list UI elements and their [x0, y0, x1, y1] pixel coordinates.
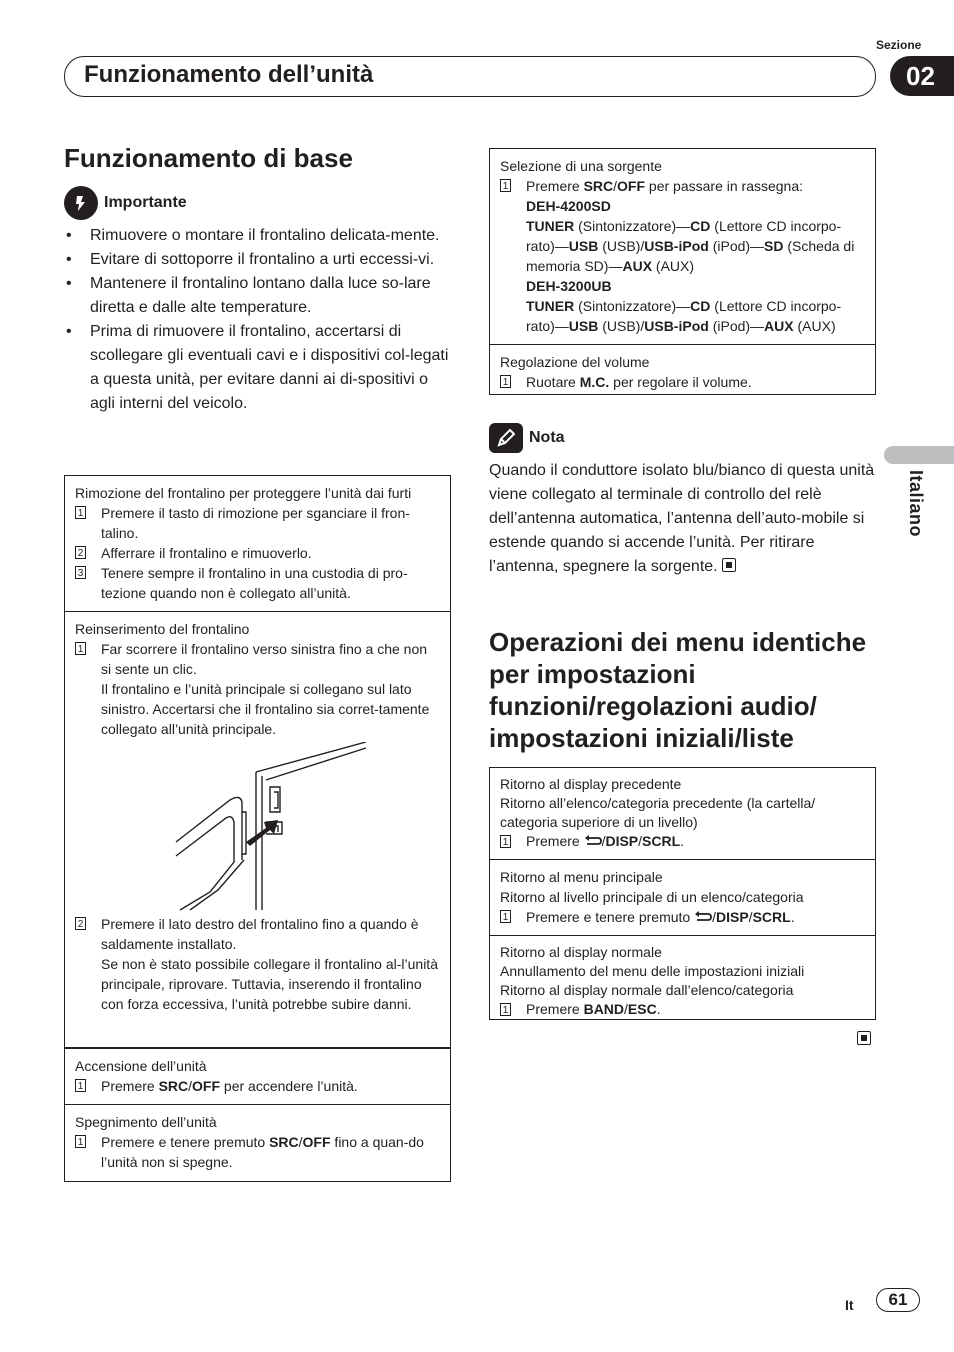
source-volume-box — [489, 148, 876, 395]
src-desc: (Scheda di memoria SD)— — [526, 238, 855, 274]
key-label: DISP — [605, 833, 639, 849]
step-number: 2 — [75, 917, 86, 930]
step — [500, 176, 865, 196]
key-label: OFF — [302, 1134, 331, 1150]
step-text: per passare in rassegna: — [645, 178, 804, 194]
step-text: Premere — [526, 833, 584, 849]
key-separator: / — [638, 833, 643, 849]
model-label: DEH-4200SD — [526, 198, 611, 214]
norm-desc: Ritorno al display normale dall’elenco/categoria — [500, 982, 794, 998]
step-text: per regolare il volume. — [609, 374, 752, 390]
language-label: Italiano — [906, 470, 926, 538]
important-list — [64, 224, 454, 416]
src-desc: (AUX) — [652, 258, 695, 274]
faceplate-illustration — [170, 742, 370, 914]
src-key: SD — [764, 238, 784, 254]
power-off-title: Spegnimento dell’unità — [75, 1114, 217, 1130]
volume-cell — [490, 344, 875, 400]
src-key: USB — [568, 238, 599, 254]
step-number: 1 — [75, 642, 86, 655]
step-number: 3 — [75, 566, 86, 579]
back-icon — [584, 834, 602, 846]
step-text: Premere il tasto di rimozione per sganciare il fron-talino. — [101, 505, 410, 541]
key-separator: / — [298, 1134, 303, 1150]
header-title: Funzionamento dell’unità — [84, 61, 374, 88]
step-note: Se non è stato possibile collegare il frontalino al-l’unità principale, riprovare. Tuttavia, inserendo il frontalino con forza eccessiva, l’unità potrebbe subire danni. — [101, 956, 438, 1012]
step-number: 1 — [500, 910, 511, 923]
main-desc: Ritorno al livello principale di un elenco/categoria — [500, 889, 804, 905]
list-item: • Rimuovere o montare il frontalino delicata-mente. — [64, 224, 454, 248]
key-separator: / — [613, 178, 618, 194]
reinsert-title: Reinserimento del frontalino — [75, 621, 250, 637]
source-cell — [490, 149, 875, 344]
step-note: Il frontalino e l’unità principale si collegano sul lato sinistro. Accertarsi che il frontalino sia corret-tamente collegato all’unità principale. — [101, 681, 430, 737]
src-key: AUX — [622, 258, 653, 274]
reinsert-cell — [65, 611, 450, 1047]
note-body: Quando il conduttore isolato blu/bianco di questa unità viene collegato al terminale di controllo del relè dell’antenna automatica, l’antenna dell’auto-mobile si estende quando si accende l’unità. Per ritirare l’antenna, spegnere la sorgente. — [489, 462, 875, 575]
source-list-4200 — [500, 216, 865, 276]
src-desc: (iPod)— — [708, 238, 765, 254]
src-key: CD — [690, 298, 711, 314]
key-label: OFF — [192, 1078, 221, 1094]
norm-title: Ritorno al display normale — [500, 944, 662, 960]
key-separator: / — [712, 909, 716, 925]
key-separator: / — [624, 1001, 628, 1017]
key-label: SRC — [583, 178, 614, 194]
step — [75, 1132, 440, 1172]
step — [75, 1076, 440, 1096]
step — [75, 639, 440, 679]
removal-title: Rimozione del frontalino per proteggere l’unità dai furti — [75, 485, 412, 501]
step — [500, 832, 865, 851]
key-label: BAND — [583, 1001, 625, 1017]
key-separator: / — [601, 833, 606, 849]
src-desc: (Sintonizzatore)— — [574, 298, 691, 314]
key-label: M.C. — [579, 374, 610, 390]
prev-desc: Ritorno all’elenco/categoria precedente (la cartella/ categoria superiore di un livello) — [500, 795, 816, 830]
key-label: SRC — [269, 1134, 299, 1150]
list-item: • Prima di rimuovere il frontalino, accertarsi di scollegare gli eventuali cavi e i dispositivi col-legati a questa unità, per evitare danni ai di-spositivi o agli interni del veicolo. — [64, 320, 454, 416]
step — [75, 914, 440, 954]
removal-cell — [65, 476, 450, 611]
src-desc: (USB)/ — [598, 318, 645, 334]
src-key: USB — [568, 318, 599, 334]
page-number: 61 — [876, 1288, 920, 1312]
step-text: Tenere sempre il frontalino in una custodia di pro-tezione quando non è collegato all’unità. — [101, 565, 408, 601]
procedure-box-left — [64, 475, 451, 1182]
step — [75, 503, 440, 543]
step-text: Far scorrere il frontalino verso sinistra fino a che non si sente un clic. — [101, 641, 428, 677]
step-text: . — [790, 909, 795, 925]
step — [500, 907, 865, 927]
step — [75, 543, 440, 563]
source-list-3200 — [500, 296, 865, 336]
step — [500, 1000, 865, 1019]
step-text: per accendere l’unità. — [220, 1078, 358, 1094]
key-label: SCRL — [642, 833, 681, 849]
src-desc: (USB)/ — [598, 238, 645, 254]
volume-title: Regolazione del volume — [500, 354, 650, 370]
language-tab — [884, 446, 954, 464]
prev-display-cell — [490, 768, 875, 859]
step-text: Premere — [101, 1078, 159, 1094]
src-key: TUNER — [526, 298, 575, 314]
step-number: 1 — [75, 1079, 86, 1092]
step — [75, 563, 440, 603]
power-on-title: Accensione dell’unità — [75, 1058, 207, 1074]
step-text: Afferrare il frontalino e rimuoverlo. — [101, 545, 312, 561]
pencil-icon — [489, 423, 523, 453]
section-label: Sezione — [876, 38, 922, 52]
step-text: Premere il lato destro del frontalino fino a quando è saldamente installato. — [101, 916, 419, 952]
src-desc: (Lettore CD incorpo-rato)— — [526, 298, 842, 334]
norm-desc: Annullamento del menu delle impostazioni iniziali — [500, 963, 805, 979]
important-label: Importante — [104, 194, 187, 211]
src-key: AUX — [764, 318, 794, 334]
footer-language-code: It — [845, 1297, 854, 1313]
model-name — [500, 196, 865, 216]
src-desc: (AUX) — [793, 318, 836, 334]
step — [500, 372, 865, 392]
section-heading-menu: Operazioni dei menu identiche per impostazioni funzioni/regolazioni audio/ impostazioni iniziali/liste — [489, 627, 867, 753]
power-on-cell — [65, 1047, 450, 1104]
step-number: 1 — [500, 835, 511, 848]
model-name — [500, 276, 865, 296]
menu-ops-box — [489, 767, 876, 1020]
list-item: • Mantenere il frontalino lontano dalla luce so-lare diretta e dalle alte temperature. — [64, 272, 454, 320]
key-label: SCRL — [752, 909, 791, 925]
main-menu-cell — [490, 859, 875, 935]
step-number: 1 — [500, 375, 511, 388]
key-label: SRC — [158, 1078, 189, 1094]
step-number: 1 — [75, 506, 86, 519]
step-text: Ruotare — [526, 374, 580, 390]
important-callout — [64, 186, 187, 220]
src-desc: (Sintonizzatore)— — [574, 218, 691, 234]
step-text: . — [656, 1001, 661, 1017]
step-text: Premere e tenere premuto — [101, 1134, 270, 1150]
step-text: Premere — [526, 178, 584, 194]
step-number: 1 — [500, 1003, 511, 1016]
main-title: Ritorno al menu principale — [500, 869, 663, 885]
end-mark-icon — [857, 1031, 871, 1045]
normal-display-cell — [490, 935, 875, 1027]
prev-title: Ritorno al display precedente — [500, 776, 682, 792]
src-desc: (Lettore CD incorpo-rato)— — [526, 218, 842, 254]
step-number: 1 — [500, 179, 511, 192]
note-callout — [489, 423, 565, 453]
src-key: USB-iPod — [644, 238, 709, 254]
step-text: Premere e tenere premuto — [526, 909, 695, 925]
key-label: OFF — [617, 178, 646, 194]
step-text: Premere — [526, 1001, 584, 1017]
key-separator: / — [188, 1078, 193, 1094]
step-number: 1 — [75, 1135, 86, 1148]
power-off-cell — [65, 1104, 450, 1180]
source-title: Selezione di una sorgente — [500, 158, 662, 174]
note-label: Nota — [529, 429, 565, 446]
section-heading-basic: Funzionamento di base — [64, 143, 353, 173]
src-key: CD — [690, 218, 711, 234]
step-number: 2 — [75, 546, 86, 559]
key-label: ESC — [627, 1001, 657, 1017]
src-key: TUNER — [526, 218, 575, 234]
reinsert-step2-wrap — [75, 914, 440, 1014]
step-text: . — [680, 833, 685, 849]
key-label: DISP — [715, 909, 749, 925]
key-separator: / — [748, 909, 753, 925]
important-icon — [64, 186, 98, 220]
model-label: DEH-3200UB — [526, 278, 612, 294]
note-text — [489, 459, 881, 579]
section-number: 02 — [890, 56, 954, 96]
src-desc: (iPod)— — [708, 318, 765, 334]
step-text: fino a quan-do l’unità non si spegne. — [101, 1134, 424, 1170]
src-key: USB-iPod — [644, 318, 709, 334]
list-item: • Evitare di sottoporre il frontalino a urti eccessi-vi. — [64, 248, 454, 272]
end-mark-icon — [722, 558, 736, 572]
back-icon — [694, 910, 712, 922]
